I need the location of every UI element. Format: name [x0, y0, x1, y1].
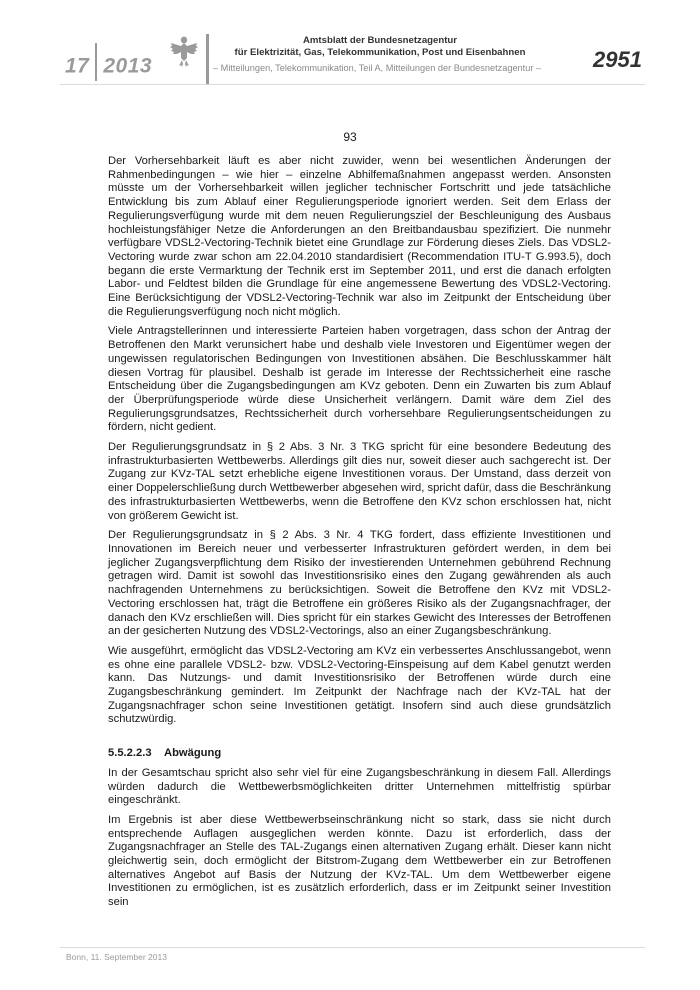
issue-number: 17 [65, 54, 90, 78]
page-number: 2951 [593, 47, 642, 72]
body-paragraph: Wie ausgeführt, ermöglicht das VDSL2-Vectoring am KVz ein verbessertes Anschlussangebot, wenn es ohne eine parallele VDSL2- bzw. VDSL2-Vectoring-Einspeisung auf dem Kabel genutzt werden kann. Das Nutzungs- und damit Investitionsrisiko der Betroffenen würde durch eine Zugangsbeschränkung gemindert. Im Zeitpunkt der Nachfrage nach der KVz-TAL hat der Zugangsnachfrager schon seine Investitionen getätigt. Insofern sind auch diese grundsätzlich schutzwürdig. [108, 644, 611, 726]
issue-label [65, 46, 152, 88]
federal-eagle-icon [170, 34, 198, 68]
section-title: Abwägung [164, 747, 222, 760]
main-content [108, 155, 611, 916]
body-paragraph: Der Regulierungsgrundsatz in § 2 Abs. 3 Nr. 3 TKG spricht für eine besondere Bedeutung des infrastrukturbasierten Wettbewerbs. Allerdings gilt dies nur, soweit dieser auch sachgerecht ist. Der Zugang zur KVz-TAL setzt erhebliche eigene Investitionen voraus. Der Umstand, dass derzeit von einer Doppelerschließung durch Wettbewerber abgesehen wird, spricht dafür, dass die Beschränkung des infrastrukturbasierten Wettbewerbs, wenn die Betroffene den KVz schon erschlossen hat, nicht von größerem Gewicht ist. [108, 441, 611, 522]
journal-subtitle: – Mitteilungen, Telekommunikation, Teil A, Mitteilungen der Bundesnetzagentur – [213, 63, 542, 73]
section-number: 5.5.2.2.3 [108, 747, 152, 760]
journal-title [215, 35, 545, 59]
journal-title-line-1: Amtsblatt der Bundesnetzagentur [302, 35, 458, 46]
footer-place-date: Bonn, 11. September 2013 [66, 952, 167, 962]
body-paragraph: Viele Antragstellerinnen und interessierte Parteien haben vorgetragen, dass schon der Antrag der Betroffenen den Markt verunsichert habe und deshalb viele Investoren und Eigentümer wegen der ungewissen regulatorischen Bedingungen von Investitionen absähen. Die Beschlusskammer hält diesen Vortrag für plausibel. Deshalb ist gerade im Interesse der Rechtssicherheit eine rasche Entscheidung über die Zugangsbedingungen am KVz geboten. Denn ein Zuwarten bis zum Ablauf der Überprüfungsperiode würde diese Unsicherheit verlängern. Damit wäre dem Ziel des Regulierungsgrundsatzes, Rechtssicherheit durch vorhersehbare Regulierungsentscheidungen zu fördern, nicht gedient. [108, 325, 611, 434]
header-divider [206, 34, 209, 84]
header-rule [60, 84, 645, 85]
body-paragraph: Im Ergebnis ist aber diese Wettbewerbseinschränkung nicht so stark, dass sie nicht durch entsprechende Auflagen ausgeglichen werden könnte. Dazu ist erforderlich, dass der Zugangsnachfrager an Stelle des TAL-Zugangs einen alternativen Zugang erhält. Dieser kann nicht gleichwertig sein, doch ermöglicht der Bitstrom-Zugang dem Wettbewerber ein zur Betroffenen alternatives Angebot auf Basis der Nutzung der KVz-TAL. Um dem Wettbewerber eigene Investitionen zu ermöglichen, ist es zusätzlich erforderlich, dass er im Zeitpunkt seiner Investition sein [108, 813, 611, 909]
body-paragraph: Der Regulierungsgrundsatz in § 2 Abs. 3 Nr. 4 TKG fordert, dass effiziente Investitionen und Innovationen im Bereich neuer und verbesserter Infrastrukturen gefördert werden, in dem bei jeglicher Zugangsverpflichtung dem Risiko der investierenden Unternehmen gebührend Rechnung getragen wird. Damit ist sowohl das Investitionsrisiko eines den Zugang gewährenden als auch nachfragenden Unternehmens zu berücksichtigen. Soweit die Betroffene den KVz mit VDSL2-Vectoring erschlossen hat, trägt die Betroffene ein größeres Risiko als der Zugangsnachfrager, der danach den KVz erschließen will. Dies spricht für ein starkes Gewicht des Interesses der Betroffenen an der gesicherten Nutzung des VDSL2-Vectorings, also an einer Zugangsbeschränkung. [108, 529, 611, 638]
footer-rule [60, 947, 645, 948]
journal-title-line-2: für Elektrizität, Gas, Telekommunikation, Post und Eisenbahnen [234, 47, 526, 58]
document-number: 93 [343, 130, 357, 144]
section-heading [108, 747, 611, 761]
issue-year: 2013 [103, 54, 153, 78]
body-paragraph: In der Gesamtschau spricht also sehr viel für eine Zugangsbeschränkung in diesem Fall. Allerdings würden dadurch die Wettbewerbsmöglichkeiten dritter Unternehmen mittelfristig spürbar eingeschränkt. [108, 766, 611, 807]
body-paragraph: Der Vorhersehbarkeit läuft es aber nicht zuwider, wenn bei wesentlichen Änderungen der Rahmenbedingungen – wie hier – einzelne Abhilfemaßnahmen angepasst werden. Ansonsten müsste um der Vorhersehbarkeit willen jeglicher technischer Fortschritt und jede tatsächliche Entwicklung bis zum Ablauf einer Regulierungsperiode ignoriert werden. Seit dem Erlass der Regulierungsverfügung wurde mit dem neuen Regulierungsziel der Beschleunigung des Ausbaus hochleistungsfähiger Netze die Anforderungen an den Breitbandausbau spezifiziert. Die nunmehr verfügbare VDSL2-Vectoring-Technik bietet eine Grundlage zur Förderung dieses Ziels. Das VDSL2-Vectoring wurde zwar schon am 22.04.2010 standardisiert (Recommendation ITU-T G.993.5), doch begann die erste Vermarktung der Technik erst im September 2011, und erst die danach erfolgten Labor- und Feldtest bilden die Grundlage für eine angemessene Bewertung des VDSL2-Vectoring. Eine Berücksichtigung der VDSL2-Vectoring-Technik war also im Zeitpunkt der Entscheidung über die Regulierungsverfügung noch nicht möglich. [108, 155, 611, 318]
issue-separator [95, 43, 97, 81]
